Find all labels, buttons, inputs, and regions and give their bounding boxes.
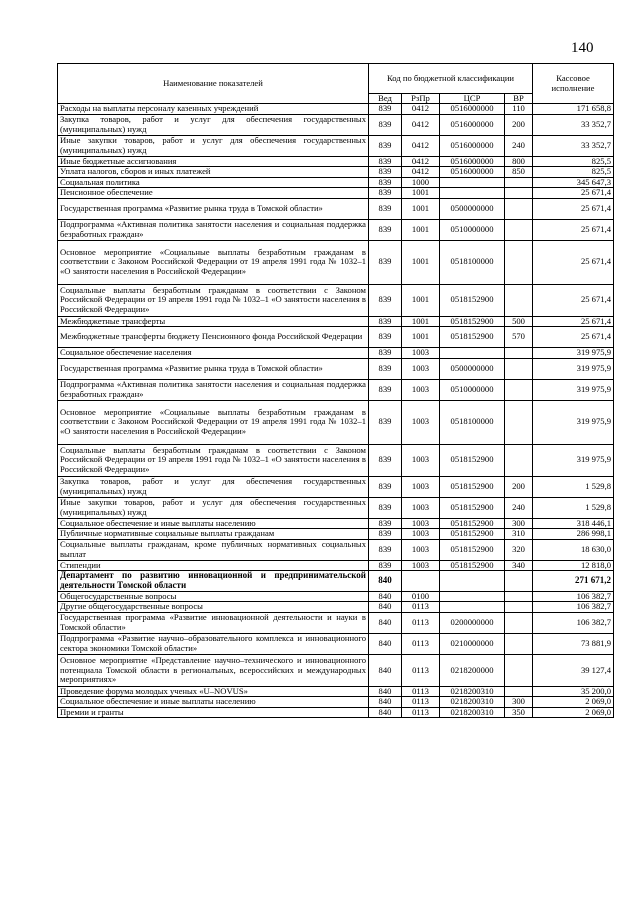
header-ved: Вед: [369, 94, 402, 104]
row-ved-cell: 840: [369, 707, 402, 717]
row-vr-cell: [505, 177, 533, 187]
row-vr-cell: 340: [505, 560, 533, 570]
row-rzpr-cell: 1003: [402, 400, 440, 444]
row-vr-cell: [505, 654, 533, 686]
row-name-cell: Социальное обеспечение и иные выплаты населению: [58, 697, 369, 707]
row-value-cell: 319 975,9: [533, 444, 614, 476]
table-row: [58, 707, 614, 717]
row-rzpr-cell: 1003: [402, 379, 440, 400]
row-csr-cell: 0516000000: [440, 114, 505, 135]
row-value-cell: 2 069,0: [533, 697, 614, 707]
row-rzpr-cell: 1001: [402, 188, 440, 198]
table-row: [58, 497, 614, 518]
row-ved-cell: 839: [369, 560, 402, 570]
row-csr-cell: 0518152900: [440, 539, 505, 560]
row-value-cell: 319 975,9: [533, 400, 614, 444]
row-vr-cell: [505, 686, 533, 696]
row-ved-cell: 840: [369, 686, 402, 696]
row-rzpr-cell: 0412: [402, 135, 440, 156]
row-csr-cell: [440, 348, 505, 358]
row-ved-cell: 839: [369, 379, 402, 400]
row-rzpr-cell: 1003: [402, 444, 440, 476]
row-value-cell: 25 671,4: [533, 284, 614, 316]
row-value-cell: 39 127,4: [533, 654, 614, 686]
row-rzpr-cell: 0113: [402, 686, 440, 696]
row-csr-cell: 0516000000: [440, 135, 505, 156]
row-vr-cell: 300: [505, 518, 533, 528]
row-name-cell: Общегосударственные вопросы: [58, 591, 369, 601]
row-rzpr-cell: 0100: [402, 591, 440, 601]
header-csr: ЦСР: [440, 94, 505, 104]
row-name-cell: Государственная программа «Развитие рынка труда в Томской области»: [58, 358, 369, 379]
row-csr-cell: 0518152900: [440, 560, 505, 570]
table-row: [58, 114, 614, 135]
row-ved-cell: 839: [369, 316, 402, 326]
row-csr-cell: 0516000000: [440, 104, 505, 114]
row-vr-cell: 200: [505, 114, 533, 135]
row-name-cell: Проведение форума молодых ученых «U–NOVUS»: [58, 686, 369, 696]
row-ved-cell: 839: [369, 188, 402, 198]
row-vr-cell: [505, 591, 533, 601]
row-value-cell: 825,5: [533, 167, 614, 177]
row-value-cell: 106 382,7: [533, 591, 614, 601]
row-vr-cell: [505, 633, 533, 654]
row-csr-cell: 0516000000: [440, 167, 505, 177]
row-ved-cell: 839: [369, 497, 402, 518]
row-rzpr-cell: 0412: [402, 167, 440, 177]
row-vr-cell: [505, 198, 533, 219]
row-name-cell: Уплата налогов, сборов и иных платежей: [58, 167, 369, 177]
table-row: [58, 327, 614, 348]
row-name-cell: Иные бюджетные ассигнования: [58, 156, 369, 166]
row-vr-cell: [505, 348, 533, 358]
row-vr-cell: 110: [505, 104, 533, 114]
row-ved-cell: 839: [369, 156, 402, 166]
row-vr-cell: 240: [505, 135, 533, 156]
row-vr-cell: [505, 358, 533, 379]
row-name-cell: Социальное обеспечение населения: [58, 348, 369, 358]
row-vr-cell: 300: [505, 697, 533, 707]
row-ved-cell: 839: [369, 529, 402, 539]
table-row: [58, 316, 614, 326]
row-value-cell: 271 671,2: [533, 570, 614, 591]
row-ved-cell: 840: [369, 697, 402, 707]
row-vr-cell: 850: [505, 167, 533, 177]
row-value-cell: 25 671,4: [533, 327, 614, 348]
table-row: [58, 284, 614, 316]
row-vr-cell: [505, 400, 533, 444]
row-csr-cell: 0218200310: [440, 697, 505, 707]
row-value-cell: 825,5: [533, 156, 614, 166]
row-csr-cell: 0518152900: [440, 327, 505, 348]
row-ved-cell: 839: [369, 219, 402, 240]
row-csr-cell: 0518152900: [440, 529, 505, 539]
row-rzpr-cell: 0113: [402, 633, 440, 654]
row-ved-cell: 839: [369, 135, 402, 156]
row-value-cell: 171 658,8: [533, 104, 614, 114]
row-value-cell: 25 671,4: [533, 188, 614, 198]
row-vr-cell: [505, 444, 533, 476]
row-ved-cell: 839: [369, 327, 402, 348]
row-name-cell: Пенсионное обеспечение: [58, 188, 369, 198]
row-vr-cell: 240: [505, 497, 533, 518]
row-rzpr-cell: 0113: [402, 697, 440, 707]
table-row: [58, 529, 614, 539]
table-row: [58, 444, 614, 476]
table-row: [58, 198, 614, 219]
row-name-cell: Подпрограмма «Активная политика занятости населения и социальная поддержка безработных граждан»: [58, 379, 369, 400]
row-value-cell: 345 647,3: [533, 177, 614, 187]
row-value-cell: 73 881,9: [533, 633, 614, 654]
row-name-cell: Другие общегосударственные вопросы: [58, 602, 369, 612]
row-value-cell: 33 352,7: [533, 135, 614, 156]
row-ved-cell: 840: [369, 612, 402, 633]
row-vr-cell: 570: [505, 327, 533, 348]
table-row: [58, 633, 614, 654]
table-row: [58, 219, 614, 240]
row-rzpr-cell: 1001: [402, 284, 440, 316]
row-ved-cell: 839: [369, 539, 402, 560]
row-csr-cell: 0500000000: [440, 198, 505, 219]
row-value-cell: 1 529,8: [533, 476, 614, 497]
row-csr-cell: 0518152900: [440, 316, 505, 326]
row-rzpr-cell: 1000: [402, 177, 440, 187]
row-csr-cell: 0518152900: [440, 497, 505, 518]
table-row: [58, 591, 614, 601]
budget-execution-table: [57, 63, 614, 718]
row-csr-cell: [440, 602, 505, 612]
row-name-cell: Основное мероприятие «Социальные выплаты безработным гражданам в соответствии с Законом Российской Федерации от 19 апреля 1991 года № 1032–1 «О занятости населения в Российской Федерации»: [58, 400, 369, 444]
row-ved-cell: 839: [369, 167, 402, 177]
row-ved-cell: 839: [369, 358, 402, 379]
row-csr-cell: 0518152900: [440, 476, 505, 497]
row-rzpr-cell: 0113: [402, 612, 440, 633]
row-csr-cell: 0210000000: [440, 633, 505, 654]
row-csr-cell: 0510000000: [440, 219, 505, 240]
row-ved-cell: 839: [369, 348, 402, 358]
row-csr-cell: [440, 591, 505, 601]
table-row: [58, 654, 614, 686]
row-rzpr-cell: 1003: [402, 348, 440, 358]
table-row: [58, 686, 614, 696]
row-value-cell: 33 352,7: [533, 114, 614, 135]
table-row: [58, 167, 614, 177]
table-row: [58, 518, 614, 528]
row-value-cell: 2 069,0: [533, 707, 614, 717]
row-rzpr-cell: 0113: [402, 602, 440, 612]
row-csr-cell: 0516000000: [440, 156, 505, 166]
row-csr-cell: 0218200000: [440, 654, 505, 686]
row-name-cell: Премии и гранты: [58, 707, 369, 717]
row-name-cell: Социальные выплаты гражданам, кроме публичных нормативных социальных выплат: [58, 539, 369, 560]
row-ved-cell: 840: [369, 633, 402, 654]
row-value-cell: 319 975,9: [533, 379, 614, 400]
row-vr-cell: [505, 570, 533, 591]
row-name-cell: Иные закупки товаров, работ и услуг для обеспечения государственных (муниципальных) нужд: [58, 135, 369, 156]
row-ved-cell: 840: [369, 602, 402, 612]
row-csr-cell: 0510000000: [440, 379, 505, 400]
table-row: [58, 177, 614, 187]
row-rzpr-cell: 0412: [402, 114, 440, 135]
row-value-cell: 106 382,7: [533, 612, 614, 633]
row-ved-cell: 839: [369, 240, 402, 284]
row-name-cell: Основное мероприятие «Социальные выплаты безработным гражданам в соответствии с Законом Российской Федерации от 19 апреля 1991 года № 1032–1 «О занятости населения в Российской Федерации»: [58, 240, 369, 284]
row-vr-cell: 320: [505, 539, 533, 560]
row-name-cell: Подпрограмма «Развитие научно–образовательного комплекса и инновационного сектора экономики Томской области»: [58, 633, 369, 654]
row-vr-cell: [505, 240, 533, 284]
row-name-cell: Расходы на выплаты персоналу казенных учреждений: [58, 104, 369, 114]
row-name-cell: Стипендии: [58, 560, 369, 570]
header-name: Наименование показателей: [58, 64, 369, 104]
row-csr-cell: 0500000000: [440, 358, 505, 379]
row-vr-cell: [505, 602, 533, 612]
row-value-cell: 1 529,8: [533, 497, 614, 518]
row-value-cell: 106 382,7: [533, 602, 614, 612]
row-csr-cell: 0518152900: [440, 444, 505, 476]
row-rzpr-cell: 1003: [402, 539, 440, 560]
row-csr-cell: 0218200310: [440, 686, 505, 696]
row-value-cell: 319 975,9: [533, 358, 614, 379]
row-ved-cell: 840: [369, 591, 402, 601]
row-csr-cell: [440, 177, 505, 187]
table-row: [58, 348, 614, 358]
row-csr-cell: 0518152900: [440, 518, 505, 528]
row-rzpr-cell: 1003: [402, 497, 440, 518]
row-value-cell: 25 671,4: [533, 219, 614, 240]
row-rzpr-cell: 1001: [402, 198, 440, 219]
table-row: [58, 188, 614, 198]
row-value-cell: 318 446,1: [533, 518, 614, 528]
row-csr-cell: 0518100000: [440, 400, 505, 444]
row-csr-cell: [440, 188, 505, 198]
row-ved-cell: 839: [369, 177, 402, 187]
row-csr-cell: [440, 570, 505, 591]
table-row: [58, 612, 614, 633]
row-name-cell: Подпрограмма «Активная политика занятости населения и социальная поддержка безработных граждан»: [58, 219, 369, 240]
row-ved-cell: 839: [369, 114, 402, 135]
row-rzpr-cell: 0412: [402, 156, 440, 166]
table-row: [58, 104, 614, 114]
table-row: [58, 135, 614, 156]
row-name-cell: Межбюджетные трансферты: [58, 316, 369, 326]
row-rzpr-cell: 1001: [402, 327, 440, 348]
row-ved-cell: 839: [369, 198, 402, 219]
row-vr-cell: [505, 612, 533, 633]
row-name-cell: Закупка товаров, работ и услуг для обеспечения государственных (муниципальных) нужд: [58, 114, 369, 135]
row-value-cell: 25 671,4: [533, 198, 614, 219]
row-rzpr-cell: 1001: [402, 240, 440, 284]
row-name-cell: Закупка товаров, работ и услуг для обеспечения государственных (муниципальных) нужд: [58, 476, 369, 497]
row-csr-cell: 0518100000: [440, 240, 505, 284]
table-row: [58, 602, 614, 612]
row-rzpr-cell: 1001: [402, 316, 440, 326]
table-row: [58, 560, 614, 570]
row-ved-cell: 839: [369, 444, 402, 476]
header-vr: ВР: [505, 94, 533, 104]
table-row: [58, 570, 614, 591]
row-vr-cell: 310: [505, 529, 533, 539]
table-row: [58, 358, 614, 379]
row-vr-cell: 800: [505, 156, 533, 166]
row-name-cell: Государственная программа «Развитие инновационной деятельности и науки в Томской области»: [58, 612, 369, 633]
row-name-cell: Социальные выплаты безработным гражданам в соответствии с Законом Российской Федерации от 19 апреля 1991 года № 1032–1 «О занятости населения в Российской Федерации»: [58, 444, 369, 476]
row-name-cell: Межбюджетные трансферты бюджету Пенсионного фонда Российской Федерации: [58, 327, 369, 348]
row-rzpr-cell: 1003: [402, 518, 440, 528]
row-vr-cell: 350: [505, 707, 533, 717]
table-row: [58, 539, 614, 560]
row-rzpr-cell: 0412: [402, 104, 440, 114]
row-rzpr-cell: 1001: [402, 219, 440, 240]
row-name-cell: Социальная политика: [58, 177, 369, 187]
row-name-cell: Государственная программа «Развитие рынка труда в Томской области»: [58, 198, 369, 219]
table-row: [58, 697, 614, 707]
row-ved-cell: 839: [369, 518, 402, 528]
row-ved-cell: 840: [369, 570, 402, 591]
row-csr-cell: 0218200310: [440, 707, 505, 717]
page-number: 140: [571, 40, 594, 56]
row-rzpr-cell: 1003: [402, 560, 440, 570]
table-row: [58, 400, 614, 444]
row-vr-cell: [505, 284, 533, 316]
row-rzpr-cell: [402, 570, 440, 591]
row-ved-cell: 839: [369, 400, 402, 444]
row-rzpr-cell: 1003: [402, 358, 440, 379]
row-name-cell: Публичные нормативные социальные выплаты гражданам: [58, 529, 369, 539]
row-vr-cell: [505, 379, 533, 400]
row-rzpr-cell: 1003: [402, 529, 440, 539]
header-rzpr: РзПр: [402, 94, 440, 104]
table-row: [58, 379, 614, 400]
row-ved-cell: 839: [369, 104, 402, 114]
row-csr-cell: 0200000000: [440, 612, 505, 633]
row-name-cell: Социальные выплаты безработным гражданам в соответствии с Законом Российской Федерации от 19 апреля 1991 года № 1032–1 «О занятости населения в Российской Федерации»: [58, 284, 369, 316]
row-value-cell: 25 671,4: [533, 240, 614, 284]
row-rzpr-cell: 0113: [402, 707, 440, 717]
row-csr-cell: 0518152900: [440, 284, 505, 316]
table-row: [58, 156, 614, 166]
row-value-cell: 25 671,4: [533, 316, 614, 326]
row-name-cell: Социальное обеспечение и иные выплаты населению: [58, 518, 369, 528]
row-rzpr-cell: 0113: [402, 654, 440, 686]
row-name-cell: Иные закупки товаров, работ и услуг для обеспечения государственных (муниципальных) нужд: [58, 497, 369, 518]
table-row: [58, 240, 614, 284]
row-ved-cell: 839: [369, 284, 402, 316]
row-vr-cell: [505, 219, 533, 240]
row-vr-cell: 500: [505, 316, 533, 326]
header-execution: Кассовое исполнение: [533, 64, 614, 104]
table-row: [58, 476, 614, 497]
row-ved-cell: 839: [369, 476, 402, 497]
header-code-group: Код по бюджетной классификации: [369, 64, 533, 94]
row-ved-cell: 840: [369, 654, 402, 686]
row-value-cell: 12 818,0: [533, 560, 614, 570]
row-vr-cell: 200: [505, 476, 533, 497]
row-value-cell: 18 630,0: [533, 539, 614, 560]
row-rzpr-cell: 1003: [402, 476, 440, 497]
row-value-cell: 35 200,0: [533, 686, 614, 696]
row-value-cell: 319 975,9: [533, 348, 614, 358]
row-vr-cell: [505, 188, 533, 198]
row-name-cell: Департамент по развитию инновационной и предпринимательской деятельности Томской области: [58, 570, 369, 591]
row-name-cell: Основное мероприятие «Представление научно–технического и инновационного потенциала Томской области в регионалъных, всероссийских и международных мероприятиях»: [58, 654, 369, 686]
row-value-cell: 286 998,1: [533, 529, 614, 539]
